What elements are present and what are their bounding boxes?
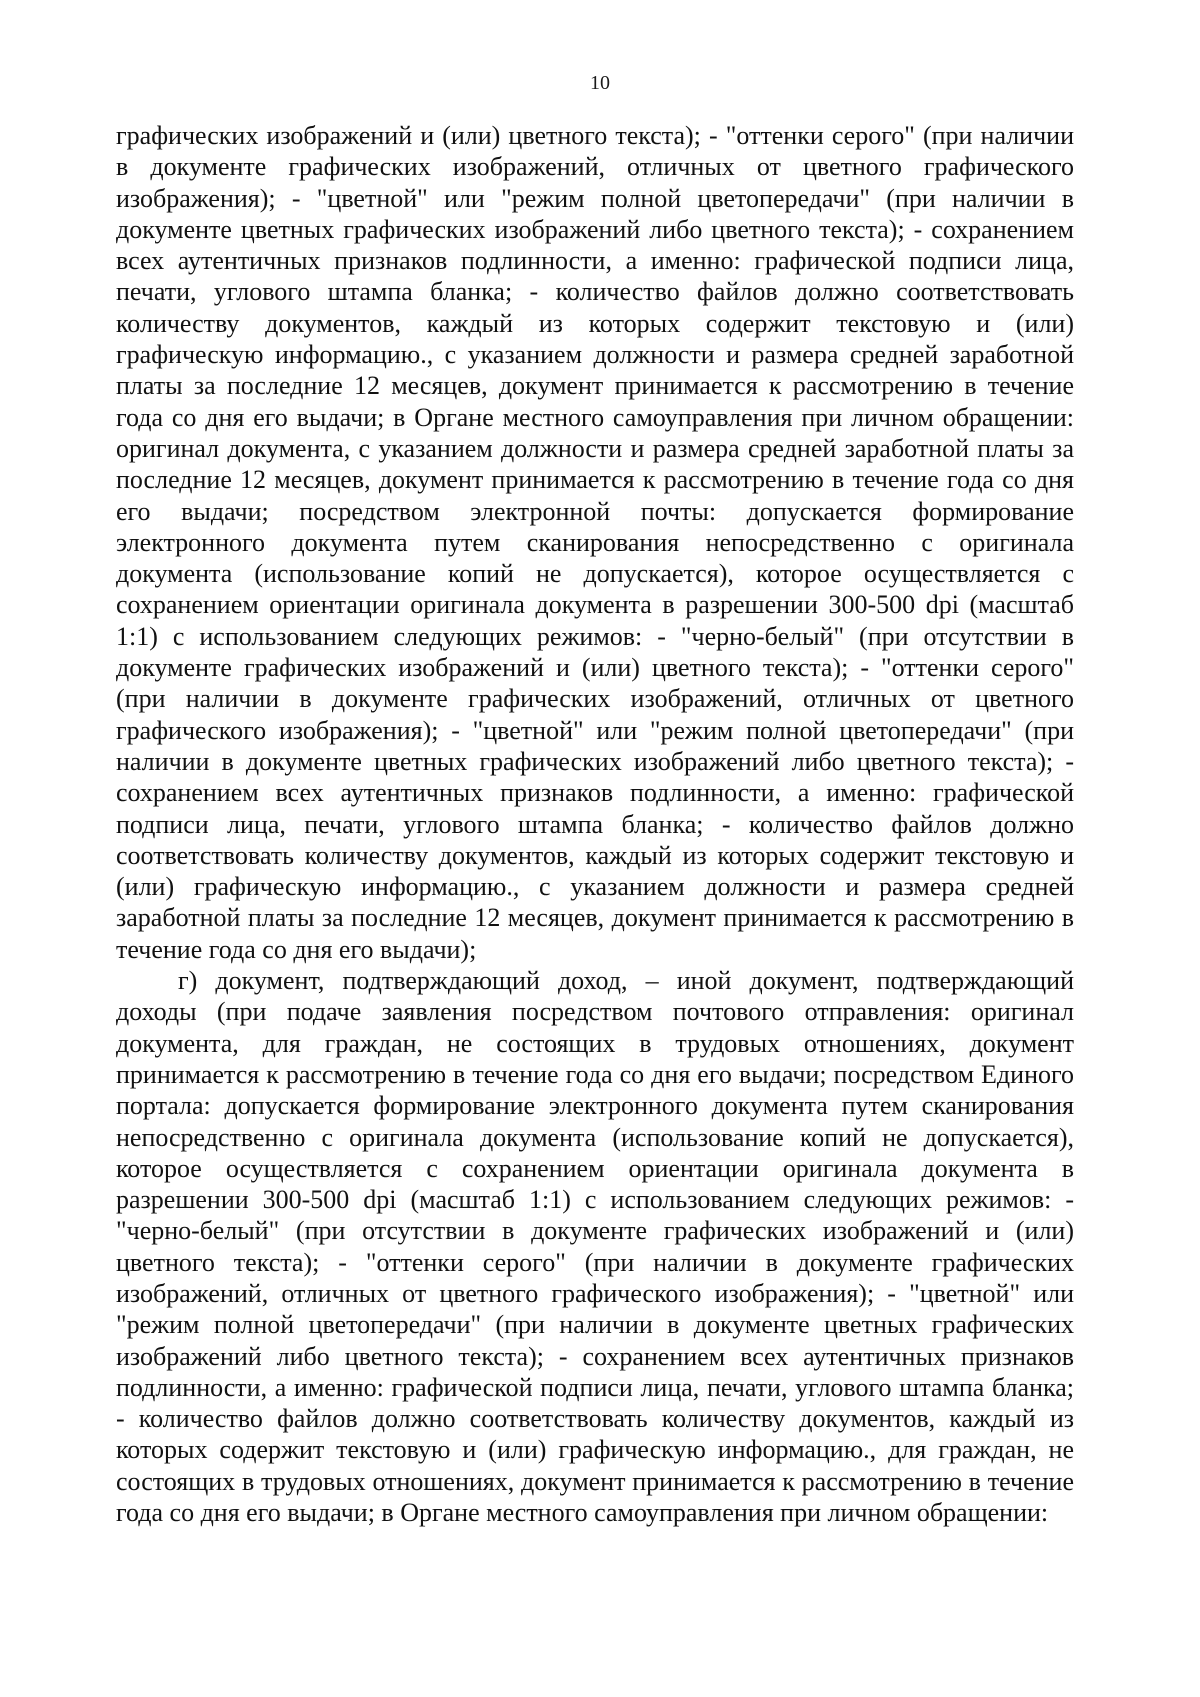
text-line: соответствовать количеству документов, каждый из которых содержит текстовую и (116, 840, 1074, 870)
text-line: последние 12 месяцев, документ принимается к рассмотрению в течение года со дня (116, 465, 1074, 495)
text-line: (при наличии в документе графических изображений, отличных от цветного (116, 684, 1074, 714)
text-line: "режим полной цветопередачи" (при наличии в документе цветных графических (116, 1310, 1074, 1340)
text-line: изображений либо цветного текста); - сохранением всех аутентичных признаков (116, 1341, 1074, 1371)
text-line: непосредственно с оригинала документа (использование копий не допускается), (116, 1122, 1074, 1152)
text-line: изображений, отличных от цветного графического изображения); - "цветной" или (116, 1278, 1074, 1308)
text-line: сохранением ориентации оригинала документа в разрешении 300-500 dpi (масштаб (116, 590, 1074, 620)
text-line: в документе графических изображений, отличных от цветного графического (116, 152, 1074, 182)
text-line: печати, углового штампа бланка; - количество файлов должно соответствовать (116, 277, 1074, 307)
text-line: - количество файлов должно соответствовать количеству документов, каждый из (116, 1404, 1074, 1434)
text-line: графического изображения); - "цветной" или "режим полной цветопередачи" (при (116, 715, 1074, 745)
text-line: сохранением всех аутентичных признаков подлинности, а именно: графической (116, 778, 1074, 808)
text-line: графических изображений и (или) цветного текста); - "оттенки серого" (при наличии (116, 121, 1074, 150)
text-line: принимается к рассмотрению в течение года со дня его выдачи; посредством Единого (116, 1059, 1074, 1089)
text-line: года со дня его выдачи; в Органе местного самоуправления при личном обращении: (116, 402, 1074, 432)
text-line: электронного документа путем сканирования непосредственно с оригинала (116, 527, 1074, 557)
text-line: 1:1) с использованием следующих режимов: - "черно-белый" (при отсутствии в (116, 621, 1074, 651)
text-line: (или) графическую информацию., с указанием должности и размера средней (116, 872, 1074, 902)
text-line: количеству документов, каждый из которых содержит текстовую и (или) (116, 308, 1074, 338)
body-text (116, 120, 1074, 1528)
text-line: документе цветных графических изображений либо цветного текста); - сохранением (116, 214, 1074, 244)
text-line: документа (использование копий не допускается), которое осуществляется с (116, 559, 1074, 589)
text-line: всех аутентичных признаков подлинности, а именно: графической подписи лица, (116, 246, 1074, 276)
text-line: "черно-белый" (при отсутствии в документе графических изображений и (или) (116, 1216, 1074, 1246)
text-line: платы за последние 12 месяцев, документ принимается к рассмотрению в течение (116, 371, 1074, 401)
text-line: цветного текста); - "оттенки серого" (при наличии в документе графических (116, 1247, 1074, 1277)
text-line: подлинности, а именно: графической подписи лица, печати, углового штампа бланка; (116, 1372, 1074, 1402)
text-line: портала: допускается формирование электронного документа путем сканирования (116, 1091, 1074, 1121)
text-line: г) документ, подтверждающий доход, – иной документ, подтверждающий (178, 966, 1074, 996)
text-line: изображения); - "цветной" или "режим полной цветопередачи" (при наличии в (116, 183, 1074, 213)
text-line: документа, для граждан, не состоящих в трудовых отношениях, документ (116, 1028, 1074, 1058)
text-line: течение года со дня его выдачи); (116, 934, 477, 964)
text-line: заработной платы за последние 12 месяцев, документ принимается к рассмотрению в (116, 903, 1074, 933)
text-line: документе графических изображений и (или) цветного текста); - "оттенки серого" (116, 653, 1074, 683)
text-line: доходы (при подаче заявления посредством почтового отправления: оригинал (116, 997, 1074, 1027)
text-line: графическую информацию., с указанием должности и размера средней заработной (116, 340, 1074, 370)
page-number: 10 (590, 72, 610, 94)
text-line: наличии в документе цветных графических изображений либо цветного текста); - (116, 746, 1074, 776)
text-line: которых содержит текстовую и (или) графическую информацию., для граждан, не (116, 1435, 1074, 1465)
text-line: оригинал документа, с указанием должности и размера средней заработной платы за (116, 433, 1074, 463)
text-line: разрешении 300-500 dpi (масштаб 1:1) с использованием следующих режимов: - (116, 1185, 1074, 1215)
text-line: года со дня его выдачи; в Органе местного самоуправления при личном обращении: (116, 1498, 1049, 1528)
text-line: его выдачи; посредством электронной почты: допускается формирование (116, 496, 1074, 526)
text-line: которое осуществляется с сохранением ориентации оригинала документа в (116, 1153, 1074, 1183)
text-line: подписи лица, печати, углового штампа бланка; - количество файлов должно (116, 809, 1074, 839)
text-line: состоящих в трудовых отношениях, документ принимается к рассмотрению в течение (116, 1466, 1074, 1496)
